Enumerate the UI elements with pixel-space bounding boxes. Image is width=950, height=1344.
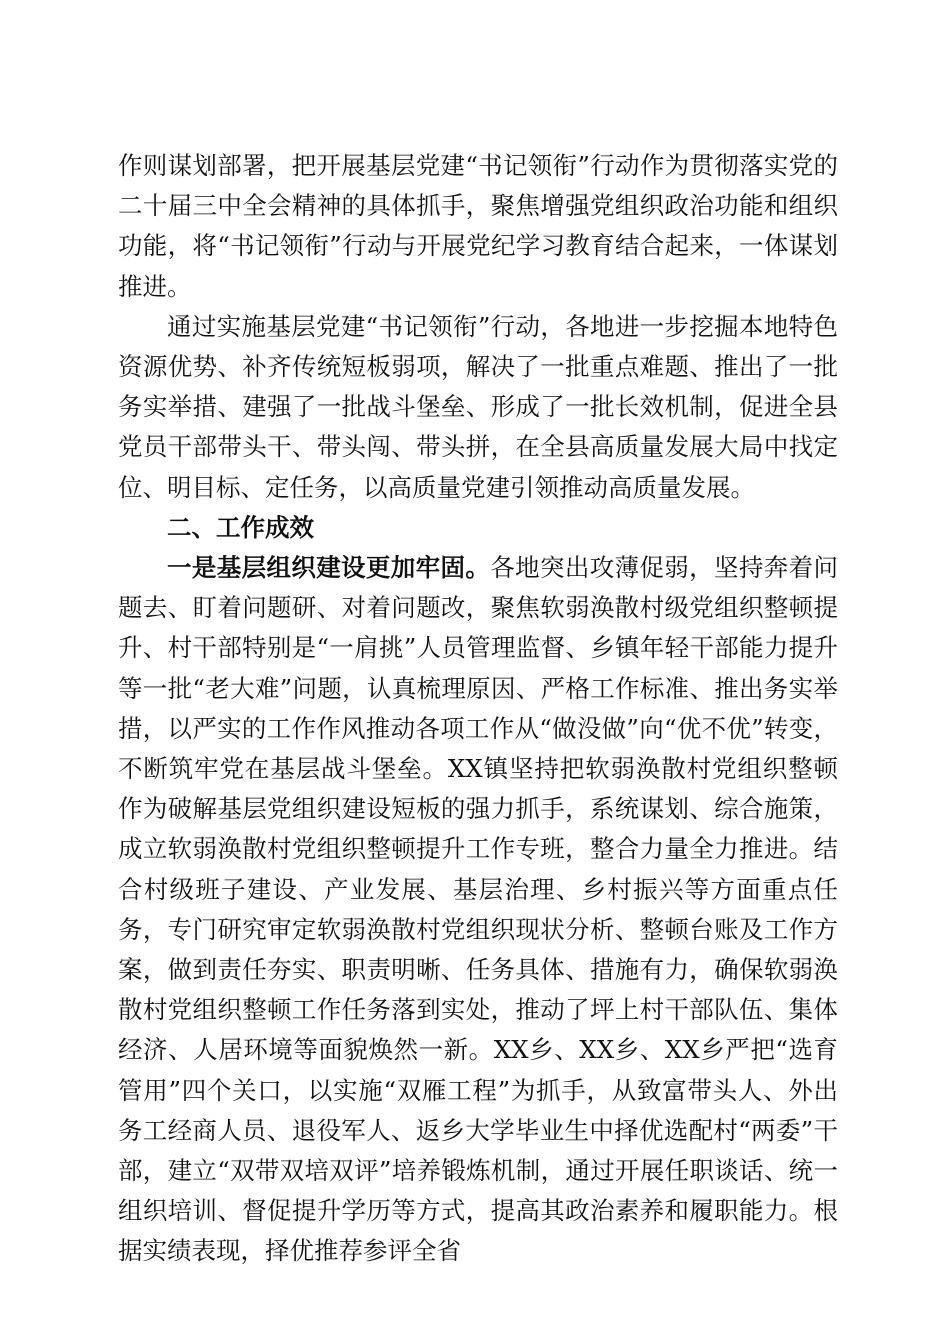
paragraph-lead-sentence: 一是基层组织建设更加牢固。 xyxy=(167,553,491,583)
paragraph-summary: 通过实施基层党建“书记领衔”行动，各地进一步挖掘本地特色资源优势、补齐传统短板弱项，解决了一批重点难题、推出了一批务实举措、建强了一批战斗堡垒、形成了一批长效机制，促进全县党员干部带头干、带头闯、带头拼，在全县高质量发展大局中找定位、明目标、定任务，以高质量党建引领推动高质量发展。 xyxy=(118,311,838,502)
paragraph-grassroots-organization xyxy=(118,548,838,1272)
document-body xyxy=(118,146,838,1272)
paragraph-continuation: 作则谋划部署，把开展基层党建“书记领衔”行动作为贯彻落实党的二十届三中全会精神的具体抓手，聚焦增强党组织政治功能和组织功能，将“书记领衔”行动与开展党纪学习教育结合起来，一体谋划推进。 xyxy=(118,151,838,301)
paragraph-body-text: 各地突出攻薄促弱，坚持奔着问题去、盯着问题研、对着问题改，聚焦软弱涣散村级党组织整顿提升、村干部特别是“一肩挑”人员管理监督、乡镇年轻干部能力提升等一批“老大难”问题，认真梳理原因、严格工作标准、推出务实举措，以严实的工作作风推动各项工作从“做没做”向“优不优”转变，不断筑牢党在基层战斗堡垒。XX镇坚持把软弱涣散村党组织整顿作为破解基层党组织建设短板的强力抓手，系统谋划、综合施策，成立软弱涣散村党组织整顿提升工作专班，整合力量全力推进。结合村级班子建设、产业发展、基层治理、乡村振兴等方面重点任务，专门研究审定软弱涣散村党组织现状分析、整顿台账及工作方案，做到责任夯实、职责明晰、任务具体、措施有力，确保软弱涣散村党组织整顿工作任务落到实处，推动了坪上村干部队伍、集体经济、人居环境等面貌焕然一新。XX乡、XX乡、XX乡严把“选育管用”四个关口，以实施“双雁工程”为抓手，从致富带头人、外出务工经商人员、退役军人、返乡大学毕业生中择优选配村“两委”干部，建立“双带双培双评”培养锻炼机制，通过开展任职谈话、统一组织培训、督促提升学历等方式，提高其政治素养和履职能力。根据实绩表现，择优推荐参评全省 xyxy=(118,553,838,1266)
section-heading-work-results: 二、工作成效 xyxy=(167,512,314,542)
